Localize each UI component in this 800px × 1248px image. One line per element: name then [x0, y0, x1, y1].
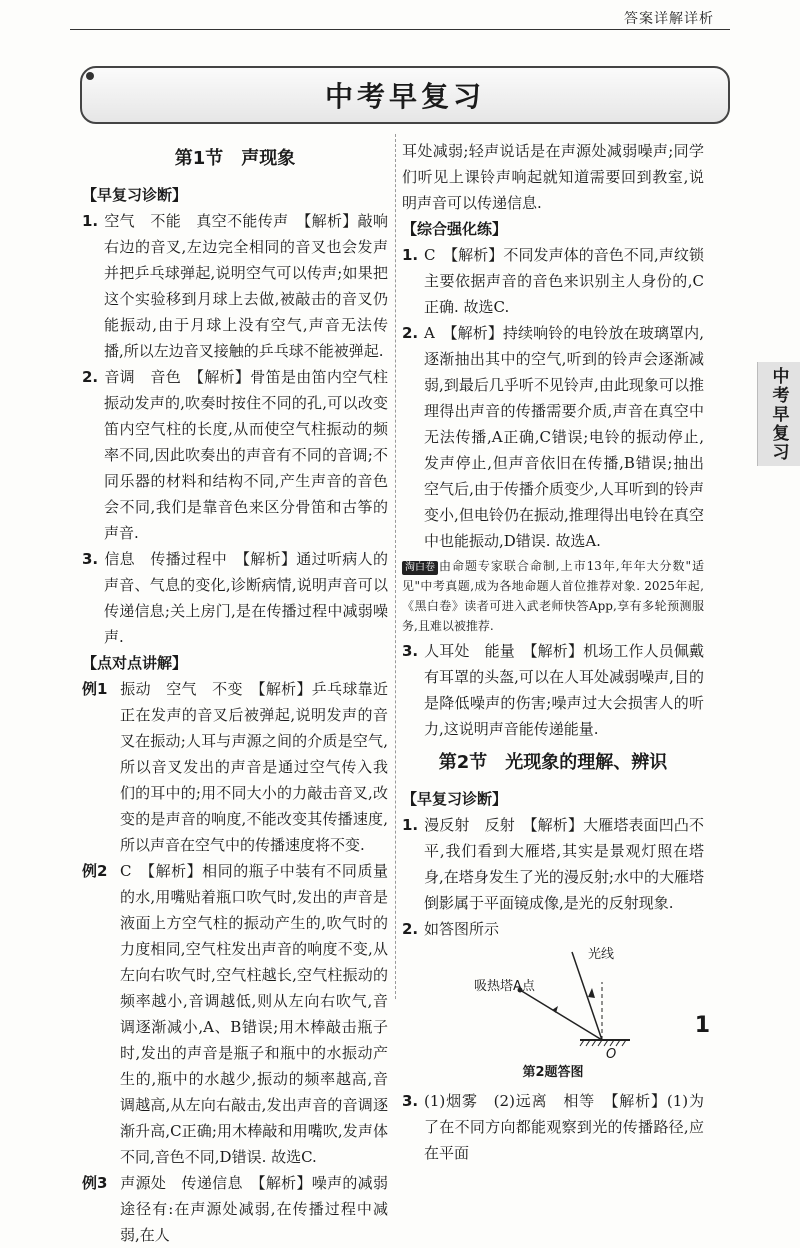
answer-figure — [402, 942, 704, 1088]
diag-heading: 【早复习诊断】 — [82, 186, 188, 204]
comp-item: 2. A 【解析】持续响铃的电铃放在玻璃罩内,逐渐抽出其中的空气,听到的铃声会逐渐减弱,到最后几乎听不见铃声,由此现象可以推理得出声音的传播需要介质,声音在真空中无法传播,A正确,C错误;电铃的振动停止,发声停止,但声音依旧在传播,B错误;抽出空气后,由于传播介质变少,人耳听到的铃声变小,但电铃仍在振动,推理得出电铃在真空中也能振动,D错误. 故选A. — [402, 324, 704, 550]
banner-title: 中考早复习 — [324, 80, 485, 113]
diag2-item: 2. 如答图所示 — [402, 920, 500, 938]
right-column — [402, 138, 704, 1166]
comp-item: 3. 人耳处 能量 【解析】机场工作人员佩戴有耳罩的头盔,可以在人耳处减弱噪声,目的是降低噪声的伤害;噪声过大会损害人的听力,这说明声音能传递能量. — [402, 642, 704, 738]
left-column — [82, 138, 388, 1248]
diag2-item: 3. (1)烟雾 (2)远离 相等 【解析】(1)为了在不同方向都能观察到光的传播路径,应在平面 — [402, 1092, 704, 1162]
example-item: 例2 C 【解析】相同的瓶子中装有不同质量的水,用嘴贴着瓶口吹气时,发出的声音是液面上方空气柱的振动产生的,吹气时的力度相同,空气柱发出声音的响度不变,从左向右吹气时,空气柱越长,空气柱振动的频率越小,音调越低,则从左向右吹气,音调逐渐减小,A、B错误;用木棒敲击瓶子时,发出的声音是瓶子和瓶中的水振动产生的,瓶中的水越少,振动的频率越高,音调越高,从左向右敲击,发出声音的音调逐渐升高,C正确;用木棒敲和用嘴吹,发声体不同,音色不同,D错误. 故选C. — [82, 862, 388, 1166]
header-label: 答案详解详析 — [624, 11, 714, 27]
example-item: 例3 声源处 传递信息 【解析】噪声的减弱途径有:在声源处减弱,在传播过程中减弱,在人 — [82, 1174, 388, 1244]
continued-text: 耳处减弱;轻声说话是在声源处减弱噪声;同学们听见上课铃声响起就知道需要回到教室,说明声音可以传递信息. — [402, 142, 704, 212]
side-tab[interactable] — [757, 362, 800, 466]
diag-item: 1. 空气 不能 真空不能传声 【解析】敲响右边的音叉,左边完全相同的音叉也会发声并把乒乓球弹起,说明空气可以传声;如果把这个实验移到月球上去做,被敲击的音叉仍能振动,由于月球上没有空气,声音无法传播,所以左边音叉接触的乒乓球不能被弹起. — [82, 212, 388, 360]
comp-heading: 【综合强化练】 — [402, 220, 508, 238]
page-number: 1 — [694, 1013, 710, 1038]
points-heading: 【点对点讲解】 — [82, 654, 188, 672]
diag2-item: 1. 漫反射 反射 【解析】大雁塔表面凹凸不平,我们看到大雁塔,其实是景观灯照在塔身,在塔身发生了光的漫反射;水中的大雁塔倒影属于平面镜成像,是光的反射现象. — [402, 816, 704, 912]
column-divider — [395, 134, 396, 999]
section2-title: 第2节 光现象的理解、辨识 — [438, 752, 668, 773]
example-item: 例1 振动 空气 不变 【解析】乒乓球靠近正在发声的音叉后被弹起,说明发声的音叉在振动;人耳与声源之间的介质是空气,所以音叉发出的声音是通过空气传入我们的耳中的;用不同大小的力敲击音叉,改变的是声音的响度,不能改变其传播速度,所以声音在空气中的传播速度将不变. — [82, 680, 388, 854]
figure-caption: 第2题答图 — [522, 1065, 584, 1080]
header-rule — [70, 29, 730, 30]
promo-note: 淘白卷 由命题专家联合命制,上市13年,年年大分数"适见"中考真题,成为各地命题人首位推荐对象. 2025年起,《黑白卷》读者可进入武老师快答App,享有多轮预测服务,且难以被推荐. — [402, 559, 704, 633]
label-point-a: 吸热塔A点 — [474, 979, 535, 994]
diag2-heading: 【早复习诊断】 — [402, 790, 508, 808]
comp-item: 1. C 【解析】不同发声体的音色不同,声纹锁主要依据声音的音色来识别主人身份的,C正确. 故选C. — [402, 246, 704, 316]
label-o: O — [606, 1047, 617, 1062]
diag-item: 2. 音调 音色 【解析】骨笛是由笛内空气柱振动发声的,吹奏时按住不同的孔,可以改变笛内空气柱的长度,从而使空气柱振动的频率不同,因此吹奏出的声音有不同的音调;不同乐器的材料和结构不同,产生声音的音色会不同,我们是靠音色来区分骨笛和古筝的声音. — [82, 368, 388, 542]
promo-badge: 淘白卷 — [402, 561, 438, 575]
diag-item: 3. 信息 传播过程中 【解析】通过听病人的声音、气息的变化,诊断病情,说明声音可以传递信息;关上房门,是在传播过程中减弱噪声. — [82, 550, 388, 646]
label-light: 光线 — [588, 947, 615, 962]
reflection-diagram — [402, 942, 704, 1062]
incident-arrow — [588, 988, 595, 998]
section1-title: 第1节 声现象 — [174, 148, 296, 169]
title-banner — [80, 66, 730, 124]
side-tab-label: 中考早复习 — [768, 366, 789, 462]
